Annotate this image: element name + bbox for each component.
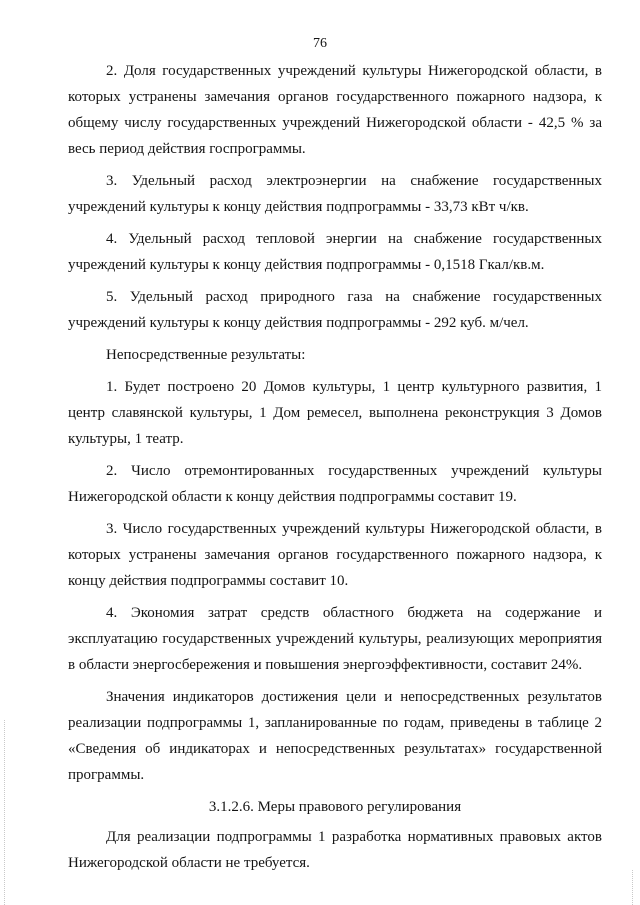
paragraph-indicator-2: 2. Доля государственных учреждений культуры Нижегородской области, в которых устранены замечания органов государственного пожарного надзора, к общему числу государственных учреждений Нижегородской области - 42,5 % за весь период действия госпрограммы. xyxy=(68,63,602,157)
paragraph-direct-results-label: Непосредственные результаты: xyxy=(106,347,306,363)
paragraph-indicator-3: 3. Удельный расход электроэнергии на снабжение государственных учреждений культуры к концу действия подпрограммы - 33,73 кВт ч/кв. xyxy=(68,173,602,215)
paragraph-indicator-5: 5. Удельный расход природного газа на снабжение государственных учреждений культуры к концу действия подпрограммы - 292 куб. м/чел. xyxy=(68,289,602,331)
paragraph-result-4: 4. Экономия затрат средств областного бюджета на содержание и эксплуатацию государственных учреждений культуры, реализующих мероприятия в области энергосбережения и повышения энергоэффективности, составит 24%. xyxy=(68,605,602,673)
page-content xyxy=(68,58,602,882)
paragraph-legal-regulation: Для реализации подпрограммы 1 разработка нормативных правовых актов Нижегородской области не требуется. xyxy=(68,829,602,871)
paragraph-result-1: 1. Будет построено 20 Домов культуры, 1 центр культурного развития, 1 центр славянской культуры, 1 Дом ремесел, выполнена реконструкция 3 Домов культуры, 1 театр. xyxy=(68,379,602,447)
section-heading: 3.1.2.6. Меры правового регулирования xyxy=(208,799,462,815)
paragraph-result-3: 3. Число государственных учреждений культуры Нижегородской области, в которых устранены замечания органов государственного пожарного надзора, к концу действия подпрограммы составит 10. xyxy=(68,521,602,589)
page-number: 76 xyxy=(313,36,327,51)
scan-edge-mark-right xyxy=(632,870,634,905)
paragraph-result-2: 2. Число отремонтированных государственных учреждений культуры Нижегородской области к концу действия подпрограммы составит 19. xyxy=(68,463,602,505)
paragraph-table-reference: Значения индикаторов достижения цели и непосредственных результатов реализации подпрограммы 1, запланированные по годам, приведены в таблице 2 «Сведения об индикаторах и непосредственных результатах» государственной программы. xyxy=(68,689,602,783)
paragraph-indicator-4: 4. Удельный расход тепловой энергии на снабжение государственных учреждений культуры к концу действия подпрограммы - 0,1518 Гкал/кв.м. xyxy=(68,231,602,273)
scan-edge-mark xyxy=(4,720,6,905)
